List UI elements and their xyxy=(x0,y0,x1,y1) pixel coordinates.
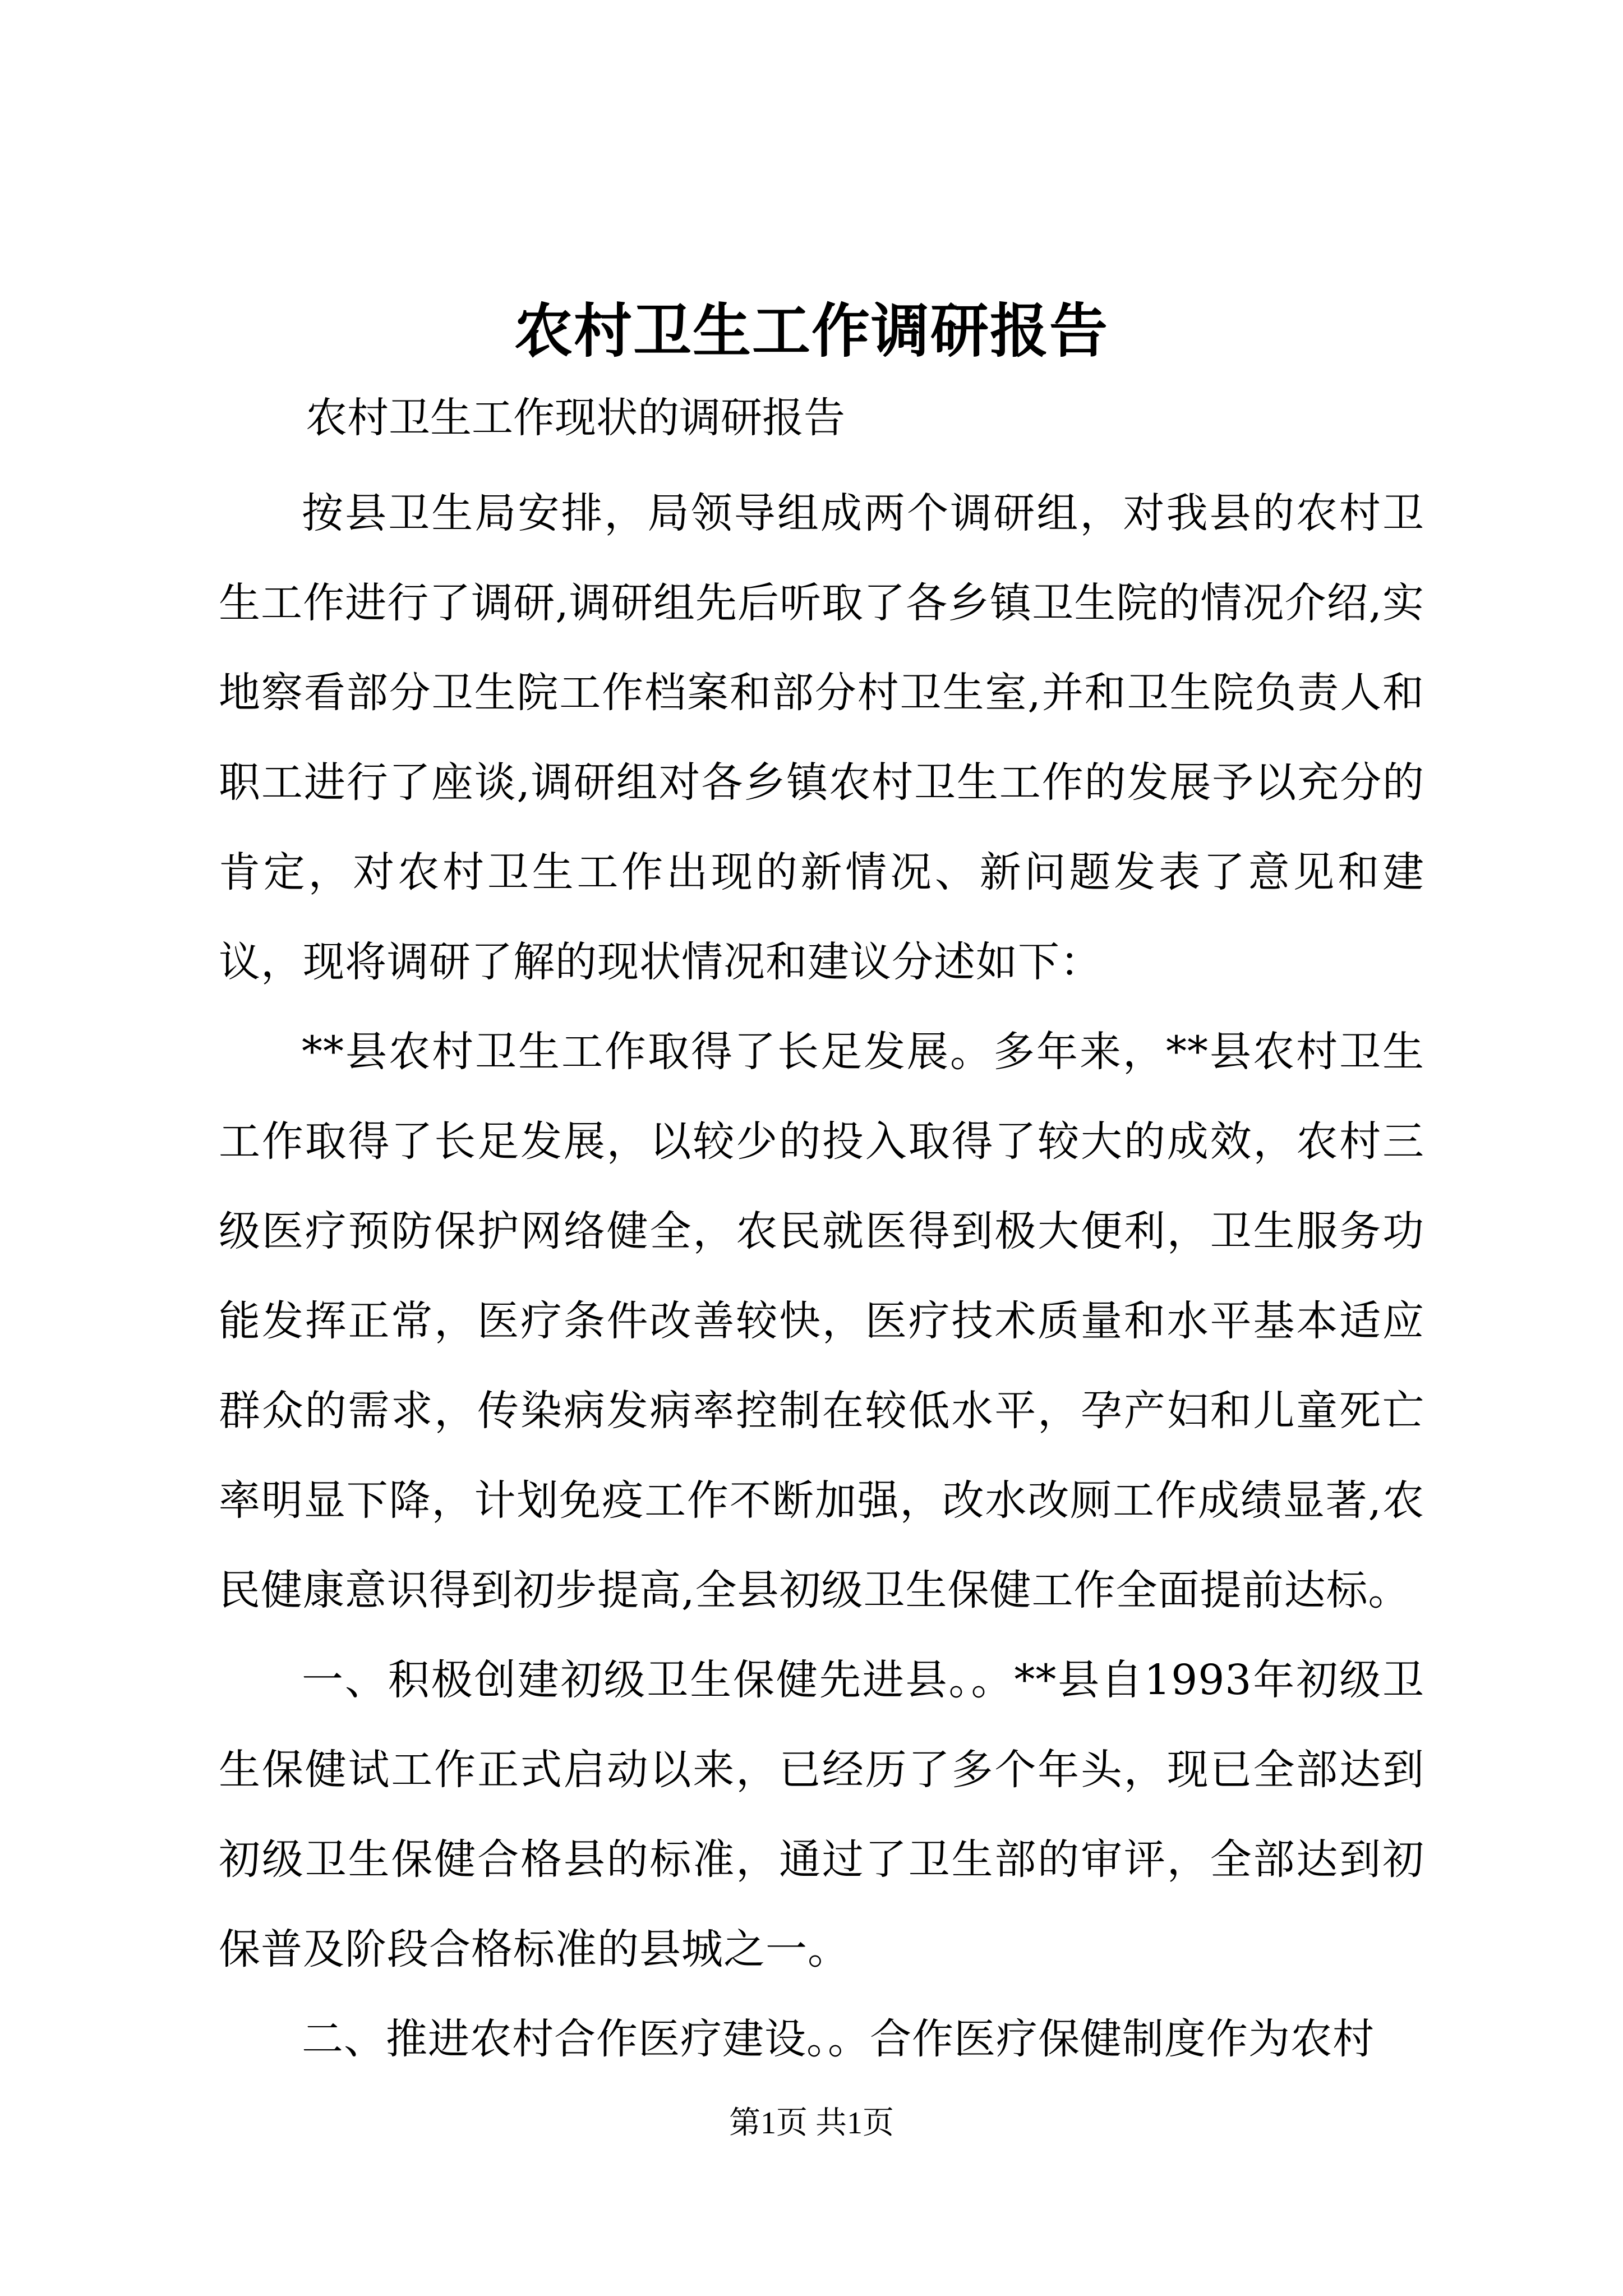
paragraph-intro: 按县卫生局安排，局领导组成两个调研组，对我县的农村卫生工作进行了调研,调研组先后听取了各乡镇卫生院的情况介绍,实地察看部分卫生院工作档案和部分村卫生室,并和卫生院负责人和职工进行了座谈,调研组对各乡镇农村卫生工作的发展予以充分的肯定，对农村卫生工作出现的新情况、新问题发表了意见和建议，现将调研了解的现状情况和建议分述如下： xyxy=(219,489,1424,986)
document-title: 农村卫生工作调研报告 xyxy=(514,296,1109,365)
document-subtitle: 农村卫生工作现状的调研报告 xyxy=(306,394,845,442)
paragraph-section-two: 二、推进农村合作医疗建设。。合作医疗保健制度作为农村 xyxy=(302,2015,1375,2063)
paragraph-achievements: **县农村卫生工作取得了长足发展。多年来，**县农村卫生工作取得了长足发展，以较少的投入取得了较大的成效，农村三级医疗预防保护网络健全，农民就医得到极大便利，卫生服务功能发挥正常，医疗条件改善较快，医疗技术质量和水平基本适应群众的需求，传染病发病率控制在较低水平，孕产妇和儿童死亡率明显下降，计划免疫工作不断加强，改水改厕工作成绩显著,农民健康意识得到初步提高,全县初级卫生保健工作全面提前达标。 xyxy=(219,1028,1424,1614)
document-body xyxy=(219,468,1424,2084)
page-footer: 第1页 共1页 xyxy=(729,2106,894,2141)
paragraph-section-one: 一、积极创建初级卫生保健先进县。。**县自1993年初级卫生保健试工作正式启动以来，已经历了多个年头，现已全部达到初级卫生保健合格县的标准，通过了卫生部的审评，全部达到初保普及阶段合格标准的县城之一。 xyxy=(219,1656,1424,1973)
